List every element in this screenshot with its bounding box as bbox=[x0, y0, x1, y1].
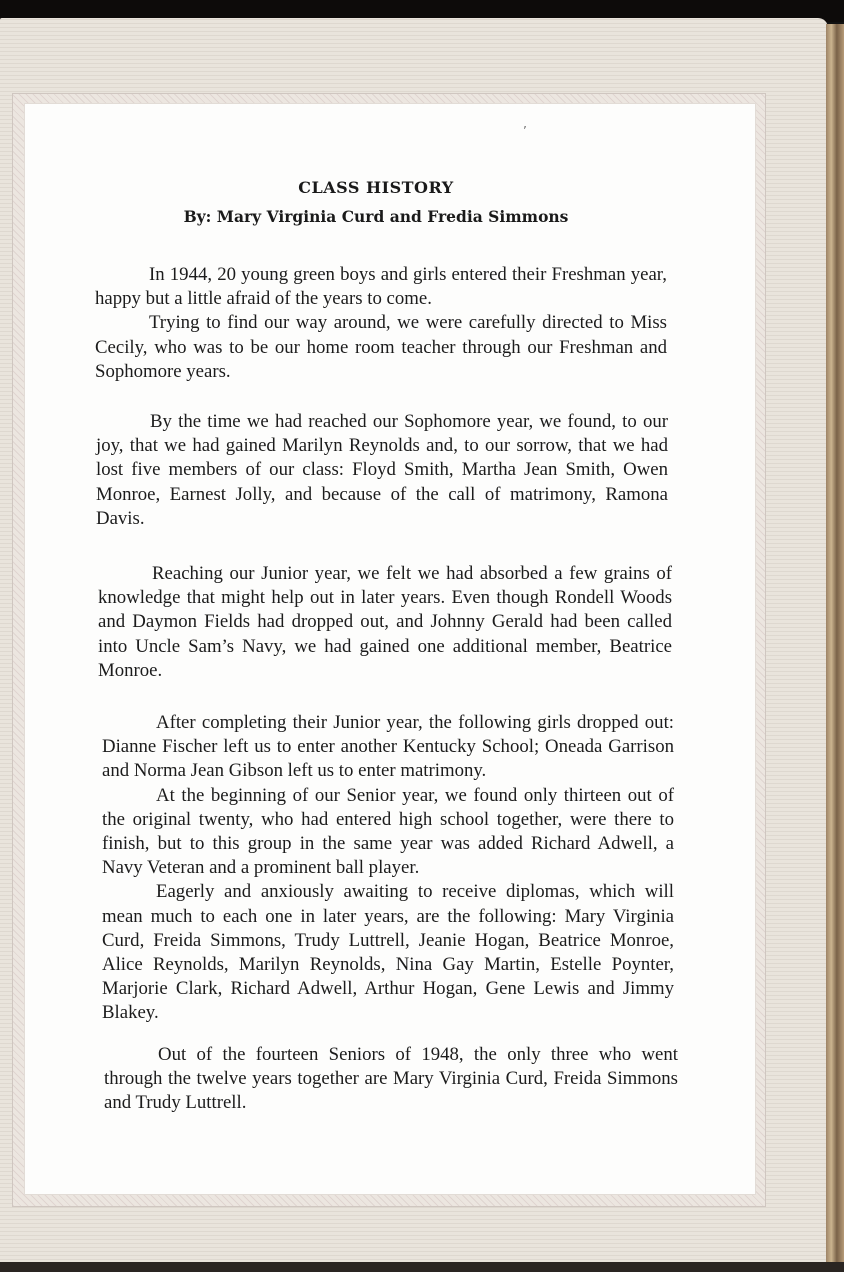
paragraph-1 bbox=[95, 263, 667, 384]
paragraph-2-text: Trying to find our way around, we were carefully directed to Miss Cecily, who was to be our home room teacher through our Freshman and Sophomore years. bbox=[95, 312, 667, 382]
paragraph-4-text: Reaching our Junior year, we felt we had absorbed a few grains of knowledge that might help out in later years. Even though Rondell Woods and Daymon Fields had dropped out, and Johnny Gerald had been called into Uncle Sam’s Navy, we had gained one additional member, Beatrice Monroe. bbox=[98, 563, 672, 681]
paragraph-5 bbox=[102, 711, 674, 1026]
paragraph-8 bbox=[104, 1043, 678, 1116]
paragraph-1-text: In 1944, 20 young green boys and girls entered their Freshman year, happy but a little afraid of the years to come. bbox=[95, 264, 667, 310]
paragraph-8-text: Out of the fourteen Seniors of 1948, the only three who went through the twelve years together are Mary Virginia Curd, Freida Simmons and Trudy Luttrell. bbox=[104, 1044, 678, 1114]
scan-bottom-shadow bbox=[0, 1262, 844, 1272]
paragraph-6-text: At the beginning of our Senior year, we found only thirteen out of the original twenty, who had entered high school together, were there to finish, but to this group in the same year was added Richard Adwell, a Navy Veteran and a prominent ball player. bbox=[102, 784, 674, 879]
paragraph-5-text: After completing their Junior year, the following girls dropped out: Dianne Fischer left us to enter another Kentucky School; Oneada Garrison and Norma Jean Gibson left us to enter matrimony. bbox=[102, 712, 674, 782]
ink-speck: ’ bbox=[523, 124, 527, 138]
paragraph-3-text: By the time we had reached our Sophomore year, we found, to our joy, that we had gained Marilyn Reynolds and, to our sorrow, that we had lost five members of our class: Floyd Smith, Martha Jean Smith, Owen Monroe, Earnest Jolly, and because of the call of matrimony, Ramona Davis. bbox=[96, 411, 668, 529]
paragraph-3 bbox=[96, 410, 668, 531]
paragraph-7-text: Eagerly and anxiously awaiting to receive diplomas, which will mean much to each one in later years, are the following: Mary Virginia Curd, Freida Simmons, Trudy Luttrell, Jeanie Hogan, Beatrice Monroe, Alice Reynolds, Marilyn Reynolds, Nina Gay Martin, Estelle Poynter, Marjorie Clark, Richard Adwell, Arthur Hogan, Gene Lewis and Jimmy Blakey. bbox=[102, 881, 674, 1024]
document-authors: By: Mary Virginia Curd and Fredia Simmons bbox=[183, 207, 569, 226]
paragraph-4 bbox=[98, 562, 672, 683]
book-page-edges bbox=[826, 24, 844, 1272]
document-title: CLASS HISTORY bbox=[298, 178, 454, 197]
